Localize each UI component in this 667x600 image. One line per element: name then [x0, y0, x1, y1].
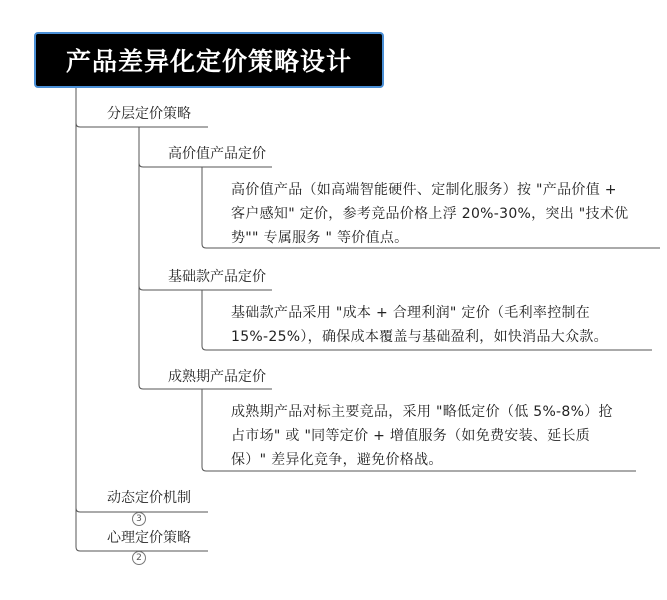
note-mature-pricing[interactable]: 成熟期产品对标主要竞品，采用 "略低定价（低 5%-8%）抢 占市场" 或 "同等定价 + 增值服务（如免费安装、延长质 保）" 差异化竞争，避免价格战。	[231, 404, 613, 468]
topic-dynamic-pricing[interactable]: 动态定价机制	[107, 490, 191, 506]
topic-psychological-pricing[interactable]: 心理定价策略	[107, 530, 191, 546]
topic-tiered-pricing[interactable]: 分层定价策略	[107, 106, 191, 122]
collapsed-count-badge-dynamic[interactable]: 3	[132, 512, 146, 526]
root-topic[interactable]	[34, 32, 384, 88]
connector-trunk	[76, 88, 80, 551]
connector-branch-2	[76, 508, 208, 512]
note-high-value-pricing[interactable]: 高价值产品（如高端智能硬件、定制化服务）按 "产品价值 + 客户感知" 定价，参考竞品价格上浮 20%-30%，突出 "技术优 势"" 专属服务 " 等价值点。	[231, 182, 629, 246]
topic-mature-pricing[interactable]: 成熟期产品定价	[168, 369, 266, 385]
topic-basic-pricing[interactable]: 基础款产品定价	[168, 269, 266, 285]
root-topic-title: 产品差异化定价策略设计	[65, 47, 352, 76]
note-basic-pricing[interactable]: 基础款产品采用 "成本 + 合理利润" 定价（毛利率控制在 15%-25%），确保成本覆盖与基础盈利，如快消品大众款。	[231, 305, 608, 345]
collapsed-count-badge-psychological[interactable]: 2	[132, 551, 146, 565]
topic-high-value-pricing[interactable]: 高价值产品定价	[168, 146, 266, 162]
